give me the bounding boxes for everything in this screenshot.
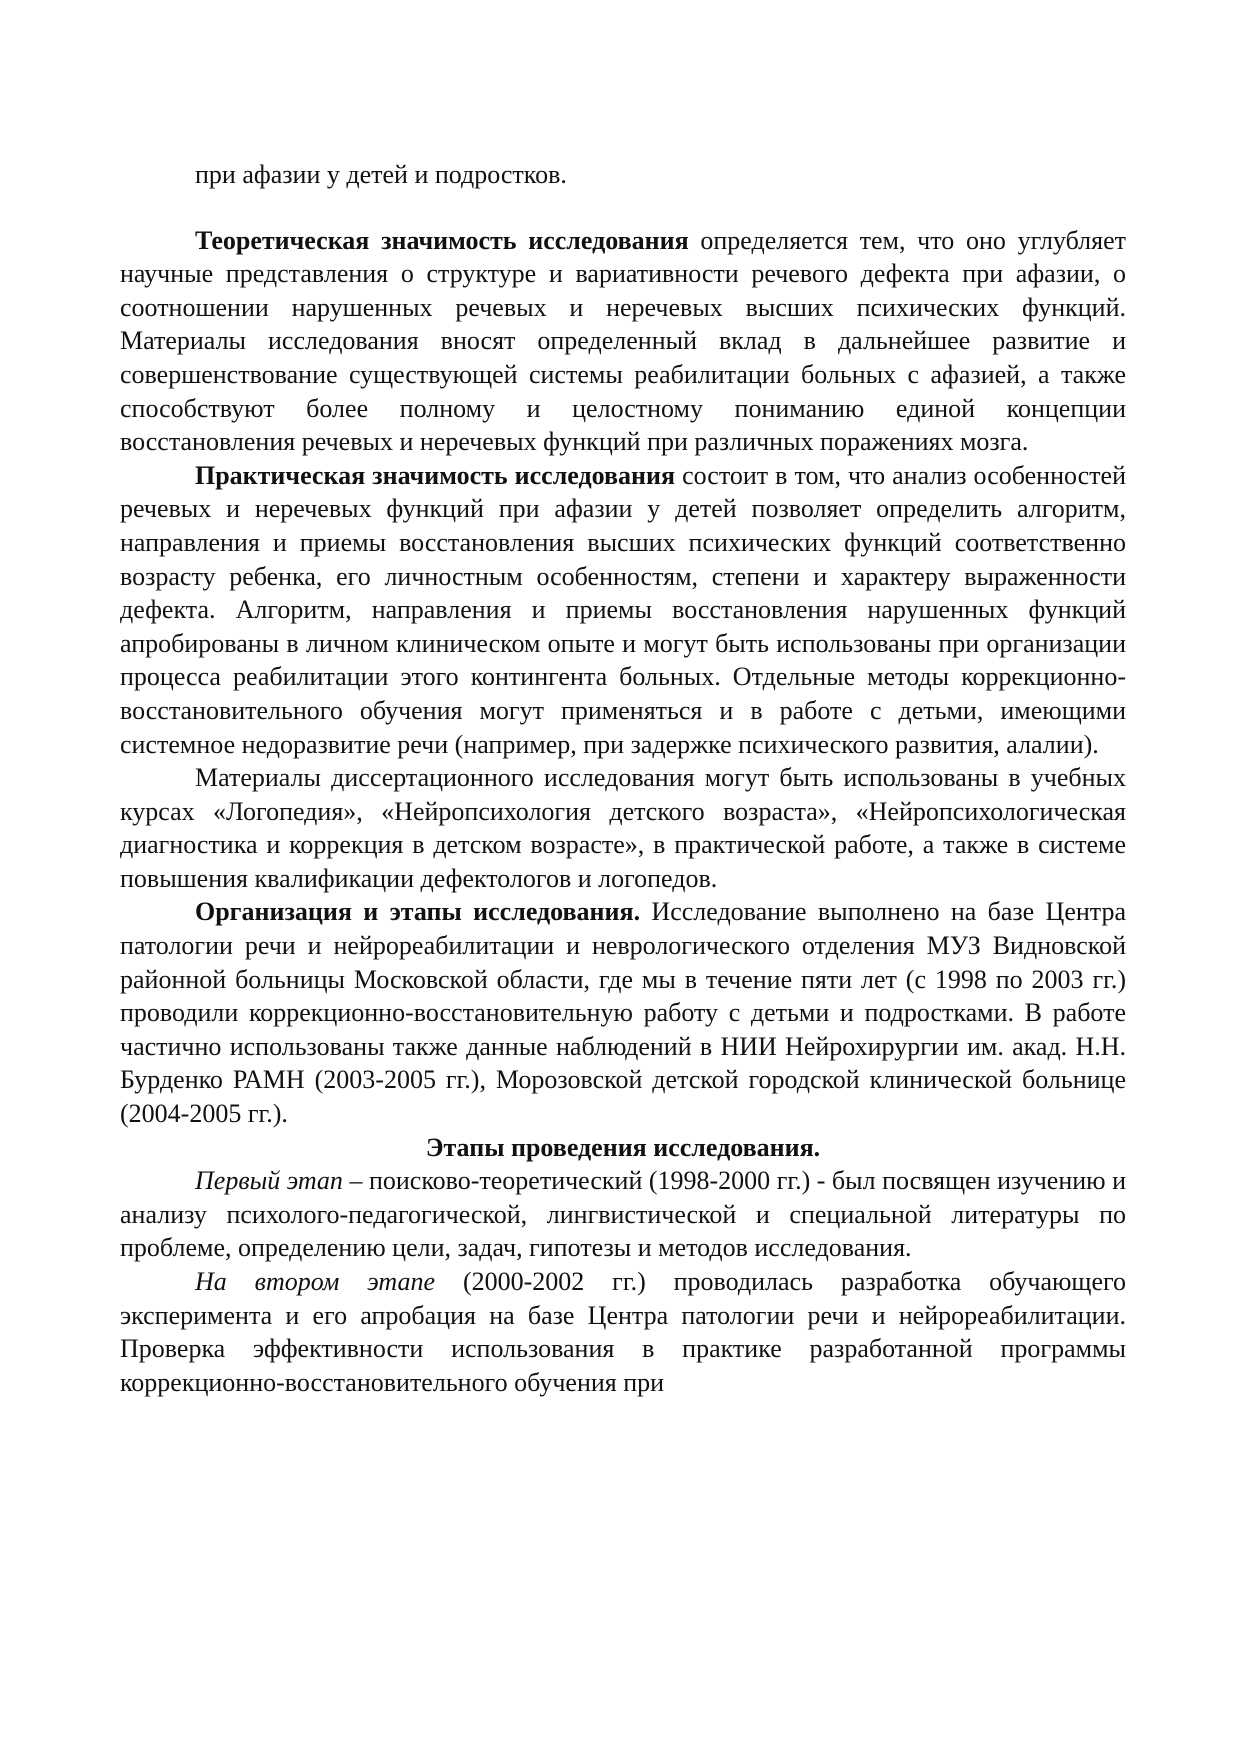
practical-heading: Практическая значимость исследования [195,460,676,490]
practical-significance-paragraph [120,459,1126,761]
organization-text: Исследование выполнено на базе Центра патологии речи и нейрореабилитации и неврологического отделения МУЗ Видновской районной больницы Московской области, где мы в течение пяти лет (с 1998 по 2003 гг.) проводили коррекционно-восстановительную работу с детьми и подростками. В работе частично использованы также данные наблюдений в НИИ Нейрохирургии им. акад. Н.Н. Бурденко РАМН (2003-2005 гг.), Морозовской детской городской клинической больнице (2004-2005 гг.). [120,897,1126,1129]
stage2-label: На втором этапе [195,1267,436,1296]
stage2-paragraph [120,1265,1126,1399]
stage2-text: (2000-2002 гг.) проводилась разработка обучающего эксперимента и его апробация на базе Центра патологии речи и нейрореабилитации. Проверка эффективности использования в практике разработанной программы коррекционно-восстановительного обучения при [120,1267,1127,1397]
theoretical-significance-paragraph [120,224,1126,459]
document-page [120,158,1126,1399]
stage1-label: Первый этап [195,1166,343,1196]
organization-paragraph [120,895,1126,1130]
theoretical-heading: Теоретическая значимость исследования [195,225,689,255]
practical-text: состоит в том, что анализ особенностей речевых и неречевых функций при афазии у детей позволяет определить алгоритм, направления и приемы восстановления высших психических функций соответственно возрасту ребенка, его личностным особенностям, степени и характеру выраженности дефекта. Алгоритм, направления и приемы восстановления нарушенных функций апробированы в личном клиническом опыте и могут быть использованы при организации процесса реабилитации этого контингента больных. Отдельные методы коррекционно-восстановительного обучения могут применяться и в работе с детьми, имеющими системное недоразвитие речи (например, при задержке психического развития, алалии). [120,460,1126,759]
organization-heading: Организация и этапы исследования. [195,897,641,927]
stages-heading: Этапы проведения исследования. [425,1132,821,1162]
stage1-paragraph [120,1164,1126,1265]
materials-paragraph: Материалы диссертационного исследования могут быть использованы в учебных курсах «Логопедия», «Нейропсихология детского возраста», «Нейропсихологическая диагностика и коррекция в детском возрасте», в практической работе, а также в системе повышения квалификации дефектологов и логопедов. [120,763,1126,893]
theoretical-text: определяется тем, что оно углубляет научные представления о структуре и вариативности речевого дефекта при афазии, о соотношении нарушенных речевых и неречевых высших психических функций. Материалы исследования вносят определенный вклад в дальнейшее развитие и совершенствование существующей системы реабилитации больных с афазией, а также способствуют более полному и целостному пониманию единой концепции восстановления речевых и неречевых функций при различных поражениях мозга. [120,225,1126,457]
stage1-text: – поисково-теоретический (1998-2000 гг.) - был посвящен изучению и анализу психолого-педагогической, лингвистической и специальной литературы по проблеме, определению цели, задач, гипотезы и методов исследования. [120,1166,1126,1263]
continuation-paragraph: при афазии у детей и подростков. [195,160,567,189]
